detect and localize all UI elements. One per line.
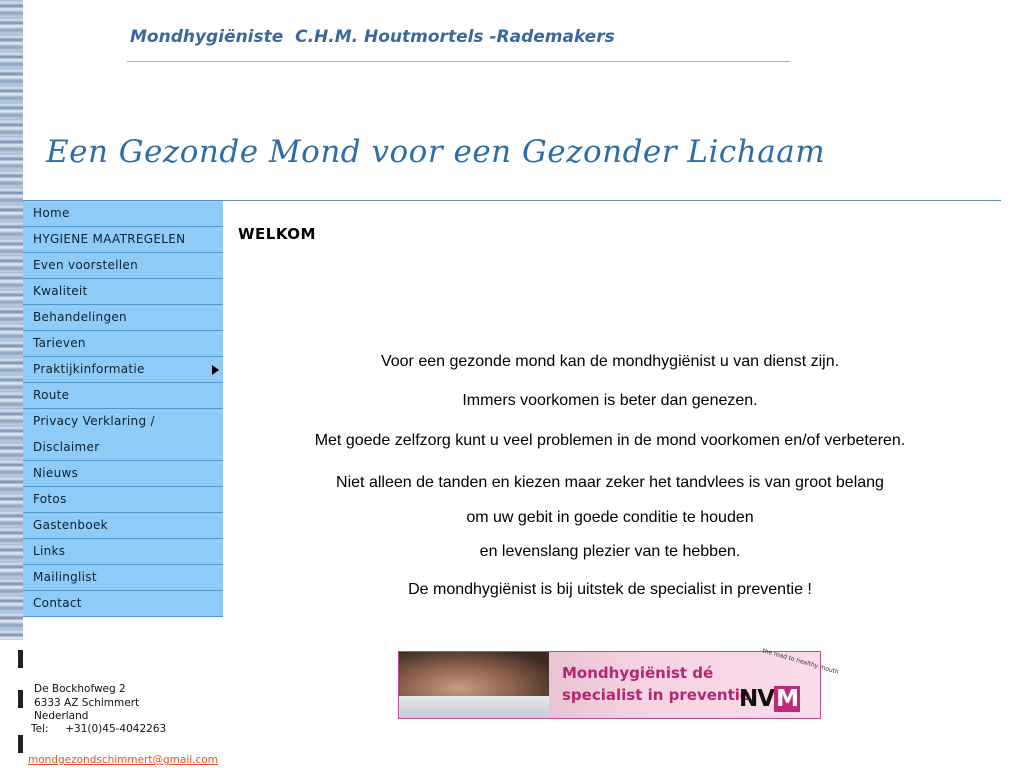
nav-item-home[interactable]: Home <box>23 201 223 227</box>
submenu-arrow-icon <box>212 365 219 375</box>
intro-paragraph: Met goede zelfzorg kunt u veel problemen in de mond voorkomen en/of verbeteren. <box>314 432 906 449</box>
nav-item-kwaliteit[interactable]: Kwaliteit <box>23 279 223 305</box>
banner-tagline: the road to healthy mouth <box>761 647 840 676</box>
intro-paragraph: Niet alleen de tanden en kiezen maar zeker het tandvlees is van groot belang <box>336 474 884 491</box>
site-title: Mondhygiëniste C.H.M. Houtmortels -Rademakers <box>130 27 615 47</box>
intro-paragraph: Voor een gezonde mond kan de mondhygiënist u van dienst zijn. <box>380 353 840 370</box>
banner-text-line2: specialist in preventie <box>562 686 751 704</box>
nav-item-route[interactable]: Route <box>23 383 223 409</box>
address-block <box>34 683 139 724</box>
email-link[interactable]: mondgezondschimmert@gmail.com <box>28 754 218 766</box>
nvm-logo-suffix: M <box>776 686 798 712</box>
address-street: De Bockhofweg 2 <box>34 683 126 695</box>
nav-item-gastenboek[interactable]: Gastenboek <box>23 513 223 539</box>
nav-item-fotos[interactable]: Fotos <box>23 487 223 513</box>
nav-item-label: Praktijkinformatie <box>33 362 145 376</box>
page-slogan: Een Gezonde Mond voor een Gezonder Lichaam <box>46 134 826 170</box>
nav-item-mailinglist[interactable]: Mailinglist <box>23 565 223 591</box>
address-postal-city: 6333 AZ Schimmert <box>34 696 140 709</box>
banner-photo-mask <box>399 696 549 718</box>
nav-item-behandelingen[interactable]: Behandelingen <box>23 305 223 331</box>
decorative-side-image <box>0 0 23 640</box>
nvm-logo <box>739 686 800 712</box>
address-country: Nederland <box>34 710 89 722</box>
telephone-label: Tel: <box>31 723 49 735</box>
telephone-number: +31(0)45-4042263 <box>65 723 167 735</box>
nav-item-privacy-disclaimer[interactable]: Privacy Verklaring / Disclaimer <box>23 409 223 461</box>
nav-item-praktijkinformatie[interactable] <box>23 357 223 383</box>
intro-paragraph: en levenslang plezier van te hebben. <box>479 543 741 560</box>
nav-item-links[interactable]: Links <box>23 539 223 565</box>
intro-paragraph: om uw gebit in goede conditie te houden <box>466 509 754 526</box>
intro-paragraph: De mondhygiënist is bij uitstek de specialist in preventie ! <box>408 581 812 598</box>
nvm-logo-prefix: NV <box>739 686 775 712</box>
nav-item-hygiene-maatregelen[interactable]: HYGIENE MAATREGELEN <box>23 227 223 253</box>
main-navigation <box>23 201 223 617</box>
nav-item-contact[interactable]: Contact <box>23 591 223 617</box>
intro-paragraph: Immers voorkomen is beter dan genezen. <box>462 392 758 409</box>
telephone-line <box>31 723 166 735</box>
nav-item-tarieven[interactable]: Tarieven <box>23 331 223 357</box>
nav-item-even-voorstellen[interactable]: Even voorstellen <box>23 253 223 279</box>
title-divider <box>127 61 790 62</box>
page-heading: WELKOM <box>238 225 316 243</box>
banner-text-line1: Mondhygiënist dé <box>562 664 714 682</box>
nvm-banner[interactable] <box>398 647 840 719</box>
nav-item-nieuws[interactable]: Nieuws <box>23 461 223 487</box>
